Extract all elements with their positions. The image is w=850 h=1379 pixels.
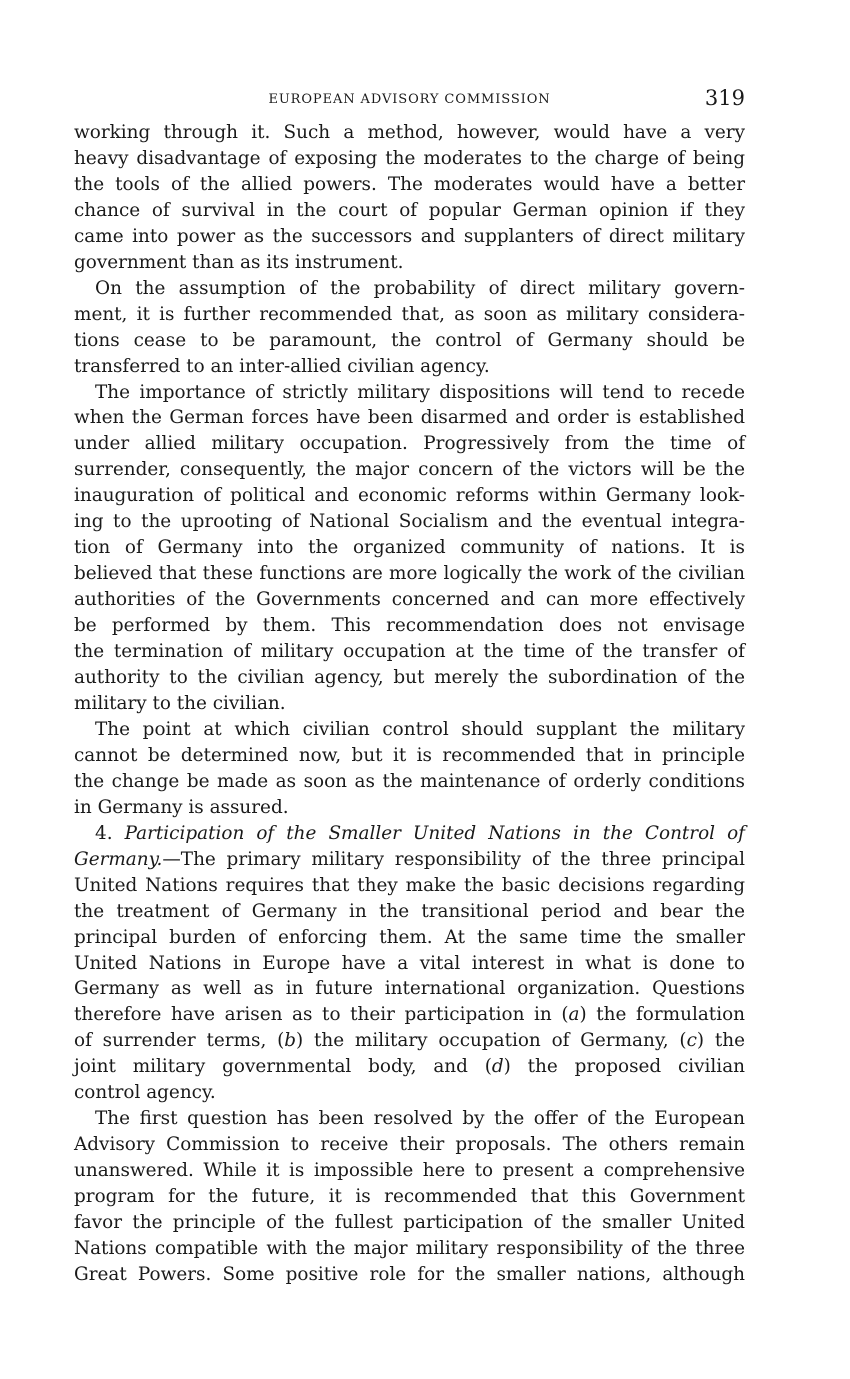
text-line: came into power as the successors and supplanters of direct military bbox=[74, 225, 745, 247]
text-line: heavy disadvantage of exposing the moderates to the charge of being bbox=[74, 147, 745, 169]
text-line: The point at which civilian control should supplant the military bbox=[95, 718, 745, 740]
paragraph bbox=[74, 717, 745, 821]
text-line: the change be made as soon as the maintenance of orderly conditions bbox=[74, 770, 745, 792]
text-line: chance of survival in the court of popular German opinion if they bbox=[74, 199, 745, 221]
text-line: program for the future, it is recommended that this Government bbox=[74, 1186, 745, 1208]
enum-letter: b bbox=[284, 1030, 297, 1052]
text-line: working through it. Such a method, however, would have a very bbox=[74, 122, 745, 143]
text-line: favor the principle of the fullest participation of the smaller United bbox=[74, 1212, 745, 1234]
text-line bbox=[74, 847, 745, 873]
text-span: ) the military occupation of Germany, ( bbox=[296, 1030, 687, 1052]
paragraph bbox=[74, 276, 745, 380]
section-heading-line bbox=[74, 821, 745, 847]
text-line: government than as its instrument. bbox=[74, 251, 404, 273]
text-line: the tools of the allied powers. The moderates would have a better bbox=[74, 173, 745, 195]
text-line: principal burden of enforcing them. At the same time the smaller bbox=[74, 926, 745, 948]
text-line: Advisory Commission to receive their proposals. The others remain bbox=[74, 1134, 745, 1156]
text-line: transferred to an inter-allied civilian agency. bbox=[74, 355, 490, 377]
text-line: United Nations in Europe have a vital interest in what is done to bbox=[74, 952, 745, 974]
paragraph-continuation bbox=[74, 120, 745, 276]
body-text bbox=[74, 120, 745, 1288]
text-line: cannot be determined now, but it is recommended that in principle bbox=[74, 744, 745, 766]
text-span: therefore have arisen as to their participation in ( bbox=[74, 1004, 569, 1026]
section-heading: Participation of the Smaller United Nations in the Control of bbox=[124, 822, 745, 844]
text-line: be performed by them. This recommendation does not envisage bbox=[74, 615, 745, 637]
enum-letter: c bbox=[686, 1030, 697, 1052]
text-line: The importance of strictly military dispositions will tend to recede bbox=[95, 381, 745, 403]
text-line: the treatment of Germany in the transitional period and bear the bbox=[74, 900, 745, 922]
page-number: 319 bbox=[704, 86, 745, 110]
paragraph bbox=[74, 1106, 745, 1288]
text-line: control agency. bbox=[74, 1082, 216, 1104]
text-line: in Germany is assured. bbox=[74, 796, 289, 818]
text-line: ing to the uprooting of National Socialism and the eventual integra- bbox=[74, 511, 745, 533]
text-line: authorities of the Governments concerned and can more effectively bbox=[74, 589, 745, 611]
text-line: tion of Germany into the organized community of nations. It is bbox=[74, 537, 745, 559]
text-line: believed that these functions are more logically the work of the civilian bbox=[74, 563, 745, 585]
text-line bbox=[74, 1054, 745, 1080]
text-line bbox=[74, 1002, 745, 1028]
text-line: unanswered. While it is impossible here to present a comprehensive bbox=[74, 1160, 745, 1182]
section-paragraph bbox=[74, 821, 745, 1106]
text-span: joint military governmental body, and ( bbox=[74, 1056, 492, 1078]
text-line: the termination of military occupation at the time of the transfer of bbox=[74, 641, 745, 663]
text-line: when the German forces have been disarmed and order is established bbox=[74, 407, 745, 429]
text-span: ) the bbox=[696, 1030, 746, 1052]
text-line bbox=[74, 1028, 745, 1054]
text-span: ) the proposed civilian bbox=[503, 1056, 745, 1078]
text-line: tions cease to be paramount, the control of Germany should be bbox=[74, 329, 745, 351]
paragraph bbox=[74, 380, 745, 717]
enum-letter: a bbox=[568, 1004, 580, 1026]
text-line: surrender, consequently, the major concern of the victors will be the bbox=[74, 459, 745, 481]
section-heading-end: Germany. bbox=[74, 848, 163, 870]
text-line: under allied military occupation. Progressively from the time of bbox=[74, 433, 745, 455]
text-line: Germany as well as in future international organization. Questions bbox=[74, 978, 745, 1000]
text-line: inauguration of political and economic reforms within Germany look- bbox=[74, 485, 745, 507]
section-text: —The primary military responsibility of the three principal bbox=[162, 848, 745, 870]
text-line: United Nations requires that they make the basic decisions regarding bbox=[74, 874, 745, 896]
enum-letter: d bbox=[491, 1056, 504, 1078]
running-header bbox=[74, 86, 745, 120]
text-span: ) the formulation bbox=[579, 1004, 745, 1026]
text-span: of surrender terms, ( bbox=[74, 1030, 285, 1052]
running-title: EUROPEAN ADVISORY COMMISSION bbox=[268, 92, 551, 107]
text-line: The first question has been resolved by the offer of the European bbox=[95, 1108, 745, 1130]
document-page bbox=[74, 86, 745, 1288]
text-line: authority to the civilian agency, but merely the subordination of the bbox=[74, 667, 745, 689]
section-number: 4. bbox=[95, 822, 113, 844]
text-line: Nations compatible with the major military responsibility of the three bbox=[74, 1237, 745, 1259]
text-line: Great Powers. Some positive role for the smaller nations, although bbox=[74, 1263, 745, 1285]
text-line: ment, it is further recommended that, as soon as military considera- bbox=[74, 303, 745, 325]
text-line: military to the civilian. bbox=[74, 692, 286, 714]
text-line: On the assumption of the probability of direct military govern- bbox=[95, 277, 745, 299]
